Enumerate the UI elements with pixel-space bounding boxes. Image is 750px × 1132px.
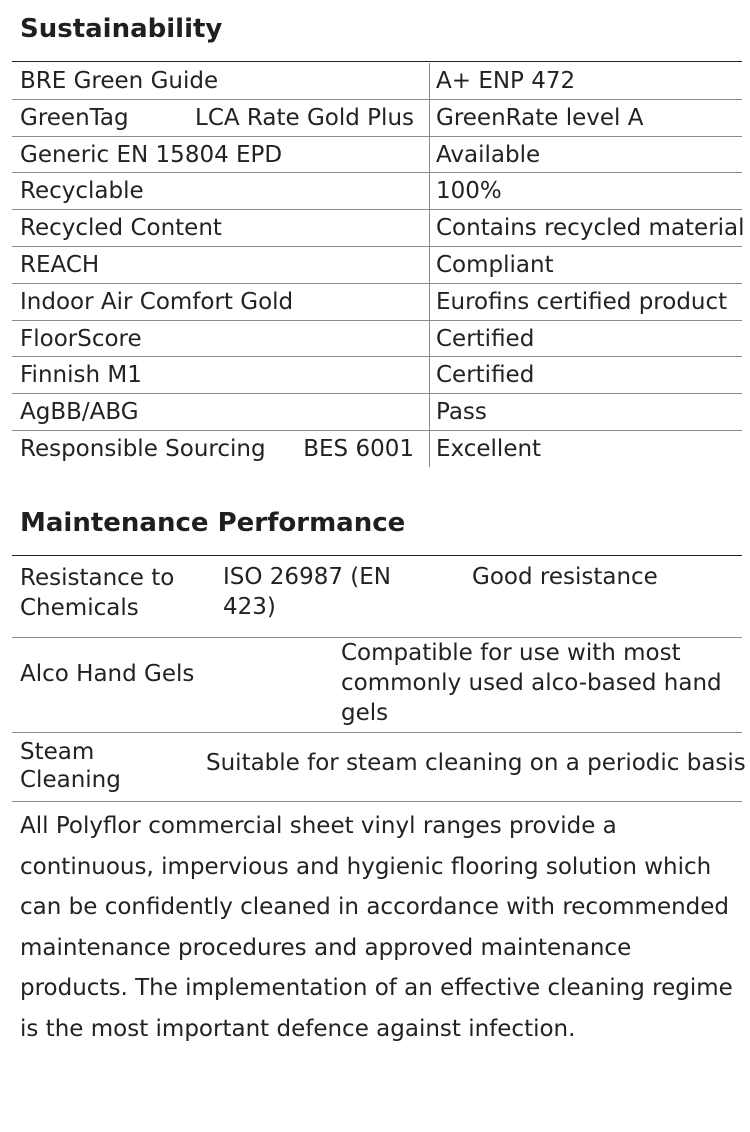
row-sublabel: LCA Rate Gold Plus: [195, 104, 414, 131]
row-label: Recycled Content: [20, 215, 222, 242]
row-sublabel: BES 6001: [303, 435, 414, 462]
row-label: Finnish M1: [20, 362, 142, 389]
row-value: Excellent: [436, 435, 542, 462]
column-divider: [429, 357, 430, 393]
row-label: Steam: [20, 739, 95, 765]
table-row: [12, 173, 742, 210]
column-divider: [429, 247, 430, 283]
column-divider: [429, 210, 430, 246]
table-row: [12, 638, 742, 733]
row-label: Chemicals: [20, 595, 139, 621]
row-value: 100%: [436, 178, 502, 205]
row-label: Alco Hand Gels: [20, 661, 195, 687]
sustainability-top-rule: [12, 61, 742, 62]
row-label: Responsible Sourcing: [20, 435, 266, 462]
column-divider: [429, 394, 430, 430]
sustainability-heading: Sustainability: [20, 14, 223, 44]
row-label: FloorScore: [20, 325, 142, 352]
row-label: Indoor Air Comfort Gold: [20, 288, 294, 315]
maintenance-heading: Maintenance Performance: [20, 508, 406, 538]
table-row: [12, 733, 746, 802]
row-label: Generic EN 15804 EPD: [20, 141, 283, 168]
row-standard: ISO 26987 (EN: [223, 564, 391, 590]
table-row: [12, 100, 742, 137]
table-row: [12, 556, 742, 638]
row-value: Contains recycled material: [436, 215, 745, 242]
row-label: Cleaning: [20, 767, 121, 793]
row-value: Certified: [436, 325, 535, 352]
column-divider: [429, 63, 430, 99]
table-row: [12, 357, 742, 394]
row-value: Pass: [436, 399, 487, 426]
sustainability-table: [12, 63, 745, 467]
column-divider: [429, 431, 430, 467]
row-label: AgBB/ABG: [20, 399, 139, 426]
row-value: Compatible for use with most: [341, 640, 681, 666]
row-value: A+ ENP 472: [436, 68, 576, 94]
table-row: [12, 137, 742, 174]
row-label: Recyclable: [20, 178, 144, 205]
row-label: GreenTag: [20, 104, 129, 131]
column-divider: [429, 173, 430, 209]
row-value: Eurofins certified product: [436, 288, 728, 315]
row-value: gels: [341, 700, 389, 726]
row-value: Certified: [436, 362, 535, 389]
table-row: [12, 321, 742, 358]
table-row: [12, 394, 742, 431]
row-value: commonly used alco-based hand: [341, 670, 722, 696]
table-row: [12, 210, 745, 247]
maintenance-paragraph: All Polyflor commercial sheet vinyl ranges provide a continuous, impervious and hygienic flooring solution which can be confidently cleaned in accordance with recommended maintenance procedures and approved maintenance products. The implementation of an effective cleaning regime is the most important defence against infection.: [20, 813, 733, 1042]
row-value: GreenRate level A: [436, 104, 644, 131]
row-label: REACH: [20, 251, 100, 278]
row-value: Available: [436, 141, 541, 168]
column-divider: [429, 284, 430, 320]
table-row: [12, 63, 742, 100]
column-divider: [429, 321, 430, 357]
row-value: Good resistance: [472, 564, 658, 590]
column-divider: [429, 137, 430, 173]
row-value: Compliant: [436, 251, 554, 278]
row-label: BRE Green Guide: [20, 68, 219, 94]
maintenance-table: [12, 556, 746, 802]
table-row: [12, 284, 742, 321]
row-value: Suitable for steam cleaning on a periodic basis: [206, 750, 746, 776]
row-standard: 423): [223, 594, 276, 620]
row-label: Resistance to: [20, 565, 175, 591]
table-row: [12, 247, 742, 284]
column-divider: [429, 100, 430, 136]
table-row: [12, 431, 742, 467]
